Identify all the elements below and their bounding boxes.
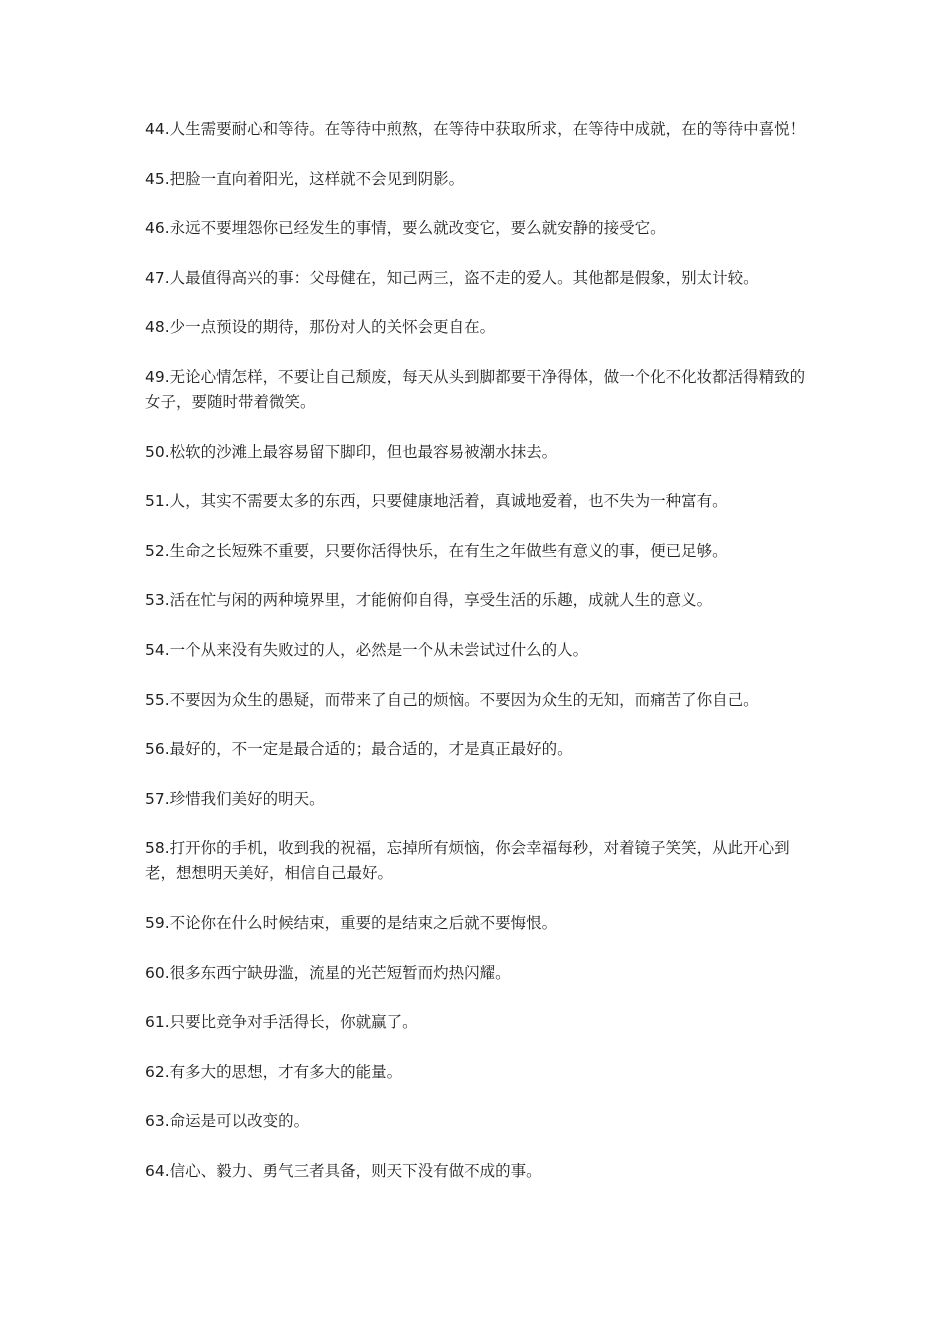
quote-paragraph-60: 60.很多东西宁缺毋滥，流星的光芒短暂而灼热闪耀。 [145,963,511,982]
quote-paragraph-53: 53.活在忙与闲的两种境界里，才能俯仰自得，享受生活的乐趣，成就人生的意义。 [145,591,713,610]
quote-paragraph-54: 54.一个从来没有失败过的人，必然是一个从未尝试过什么的人。 [145,640,589,659]
document-body [145,117,810,1208]
quote-paragraph-44: 44.人生需要耐心和等待。在等待中煎熬，在等待中获取所求，在等待中成就，在的等待中喜悦！ [145,120,806,138]
quote-paragraph-57: 57.珍惜我们美好的明天。 [145,789,325,808]
quote-paragraph-63: 63.命运是可以改变的。 [145,1112,310,1131]
quote-paragraph-45: 45.把脸一直向着阳光，这样就不会见到阴影。 [145,169,465,188]
quote-paragraph-51: 51.人，其实不需要太多的东西，只要健康地活着，真诚地爱着，也不失为一种富有。 [145,492,728,511]
quote-paragraph-64: 64.信心、毅力、勇气三者具备，则天下没有做不成的事。 [145,1161,542,1180]
quote-paragraph-49: 49.无论心情怎样，不要让自己颓废，每天从头到脚都要干净得体，做一个化不化妆都活得精致的女子，要随时带着微笑。 [145,367,806,411]
quote-paragraph-59: 59.不论你在什么时候结束，重要的是结束之后就不要悔恨。 [145,913,558,932]
quote-paragraph-46: 46.永远不要埋怨你已经发生的事情，要么就改变它，要么就安静的接受它。 [145,219,666,238]
quote-paragraph-48: 48.少一点预设的期待，那份对人的关怀会更自在。 [145,318,496,337]
quote-paragraph-62: 62.有多大的思想，才有多大的能量。 [145,1062,403,1081]
quote-paragraph-52: 52.生命之长短殊不重要，只要你活得快乐，在有生之年做些有意义的事，便已足够。 [145,541,728,560]
quote-paragraph-47: 47.人最值得高兴的事：父母健在，知己两三，盗不走的爱人。其他都是假象，别太计较。 [145,268,759,287]
quote-paragraph-56: 56.最好的，不一定是最合适的；最合适的，才是真正最好的。 [145,740,573,759]
quote-paragraph-50: 50.松软的沙滩上最容易留下脚印，但也最容易被潮水抹去。 [145,442,558,461]
quote-paragraph-58: 58.打开你的手机，收到我的祝福，忘掉所有烦恼，你会幸福每秒，对着镜子笑笑，从此开心到老，想想明天美好，相信自己最好。 [145,839,790,883]
quote-paragraph-61: 61.只要比竞争对手活得长，你就赢了。 [145,1013,418,1032]
quote-paragraph-55: 55.不要因为众生的愚疑，而带来了自己的烦恼。不要因为众生的无知，而痛苦了你自己。 [145,690,759,709]
